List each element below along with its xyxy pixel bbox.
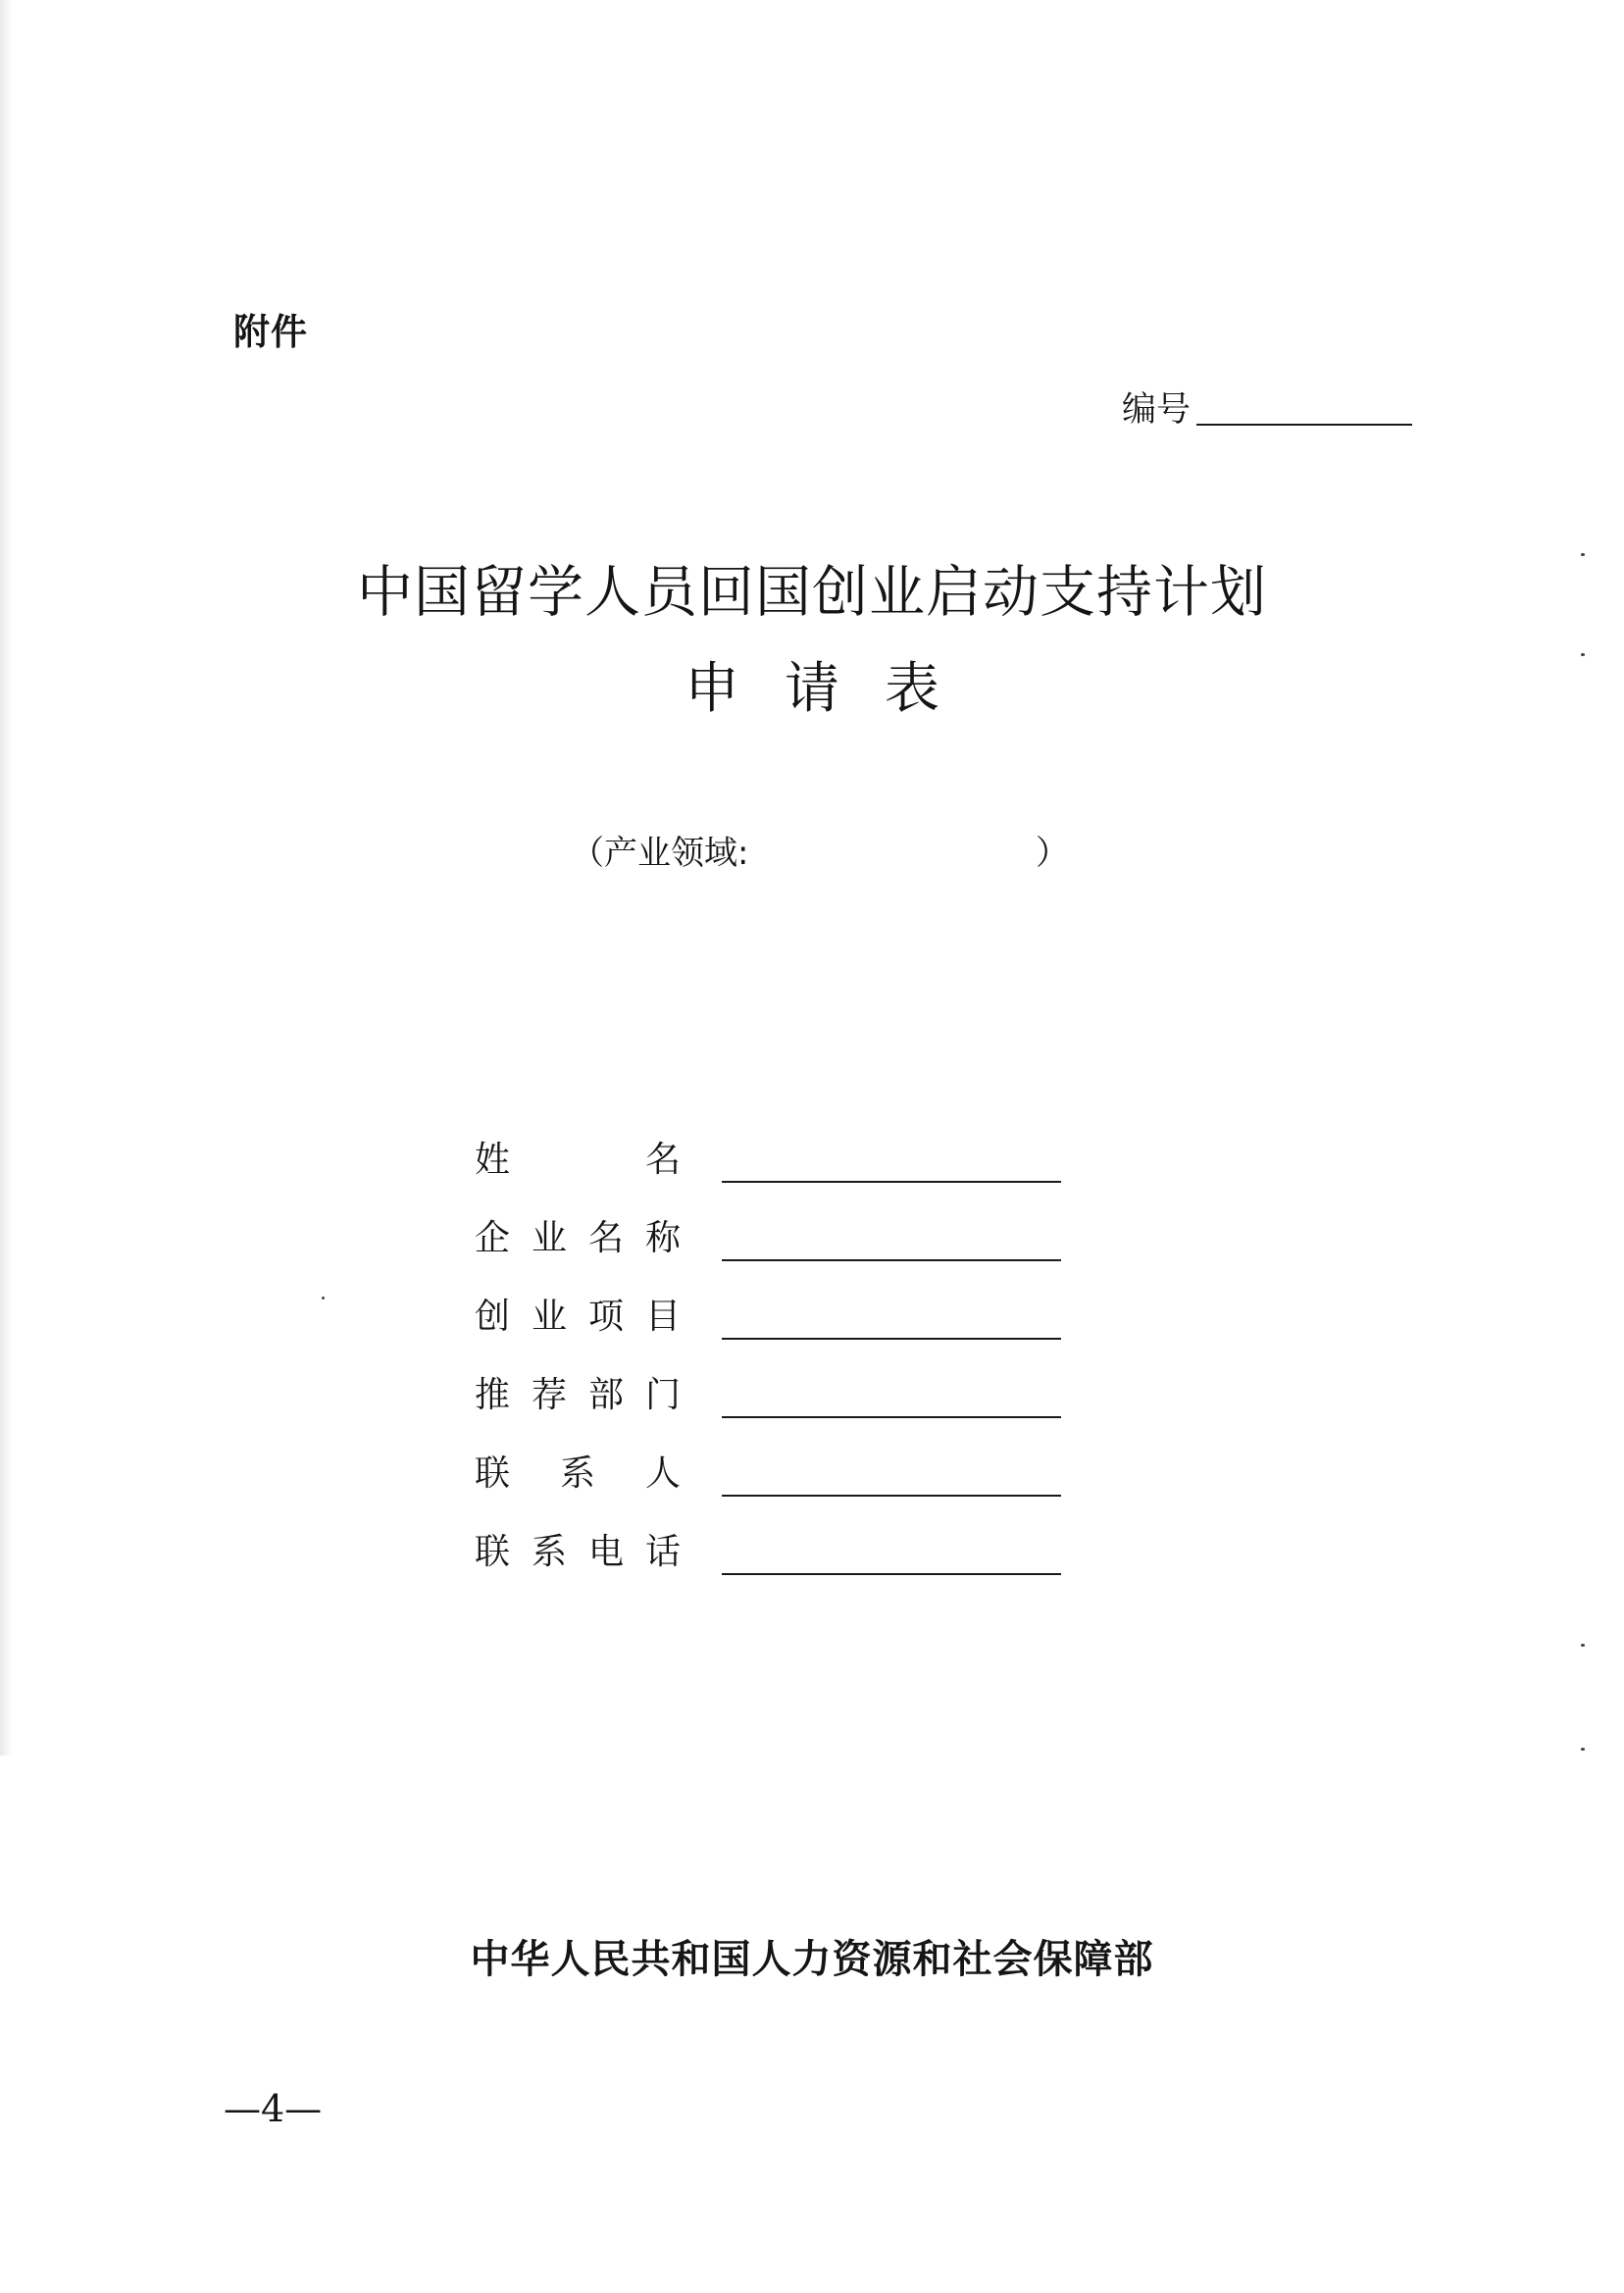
field-label xyxy=(475,1136,681,1185)
scan-speck xyxy=(1581,1644,1585,1647)
label-char: 系 xyxy=(559,1453,595,1494)
field-label xyxy=(475,1371,681,1420)
label-char: 名 xyxy=(644,1140,681,1180)
label-char: 门 xyxy=(644,1375,681,1415)
scan-shadow-edge xyxy=(0,0,14,1756)
issuing-authority: 中华人民共和国人力资源和社会保障部 xyxy=(470,1937,1154,1982)
form-subtitle: 申请表 xyxy=(685,657,985,721)
label-char: 系 xyxy=(531,1532,567,1572)
field-recommending-dept xyxy=(475,1371,1061,1420)
field-company-name xyxy=(475,1214,1061,1263)
recommending-dept-blank-line[interactable] xyxy=(722,1416,1061,1418)
label-char: 话 xyxy=(644,1532,681,1572)
form-title: 中国留学人员回国创业启动支持计划 xyxy=(357,560,1267,625)
label-char: 业 xyxy=(531,1297,567,1337)
scan-speck xyxy=(1581,653,1585,656)
industry-close-paren: ） xyxy=(1036,834,1069,873)
field-name xyxy=(475,1136,1061,1185)
scan-speck xyxy=(1581,1748,1585,1751)
field-label xyxy=(475,1450,681,1499)
serial-number-field xyxy=(1122,382,1412,432)
label-char: 电 xyxy=(587,1532,624,1572)
field-label xyxy=(475,1293,681,1342)
label-char: 业 xyxy=(531,1218,567,1258)
label-char: 项 xyxy=(587,1297,624,1337)
scan-speck xyxy=(1581,553,1585,556)
label-char: 部 xyxy=(587,1375,624,1415)
field-contact-person xyxy=(475,1450,1061,1499)
industry-label: （产业领域: xyxy=(571,834,749,873)
label-char: 目 xyxy=(644,1297,681,1337)
scan-speck xyxy=(322,1297,325,1299)
field-label xyxy=(475,1528,681,1577)
label-char: 荐 xyxy=(531,1375,567,1415)
company-name-blank-line[interactable] xyxy=(722,1259,1061,1261)
label-char: 名 xyxy=(587,1218,624,1258)
label-char: 人 xyxy=(644,1453,681,1494)
field-startup-project xyxy=(475,1293,1061,1342)
attachment-label: 附件 xyxy=(233,311,308,353)
label-char: 创 xyxy=(475,1297,511,1337)
label-char: 称 xyxy=(644,1218,681,1258)
serial-number-blank-line[interactable] xyxy=(1196,424,1412,426)
field-contact-phone xyxy=(475,1528,1061,1577)
label-char: 推 xyxy=(475,1375,511,1415)
field-label xyxy=(475,1214,681,1263)
contact-person-blank-line[interactable] xyxy=(722,1495,1061,1497)
industry-field xyxy=(571,826,1069,874)
serial-number-label: 编号 xyxy=(1122,390,1192,430)
name-blank-line[interactable] xyxy=(722,1181,1061,1183)
startup-project-blank-line[interactable] xyxy=(722,1338,1061,1340)
label-char: 联 xyxy=(475,1453,511,1494)
contact-phone-blank-line[interactable] xyxy=(722,1573,1061,1575)
label-char: 姓 xyxy=(475,1140,511,1180)
label-char: 企 xyxy=(475,1218,511,1258)
label-char: 联 xyxy=(475,1532,511,1572)
page-number: —4— xyxy=(224,2087,323,2130)
